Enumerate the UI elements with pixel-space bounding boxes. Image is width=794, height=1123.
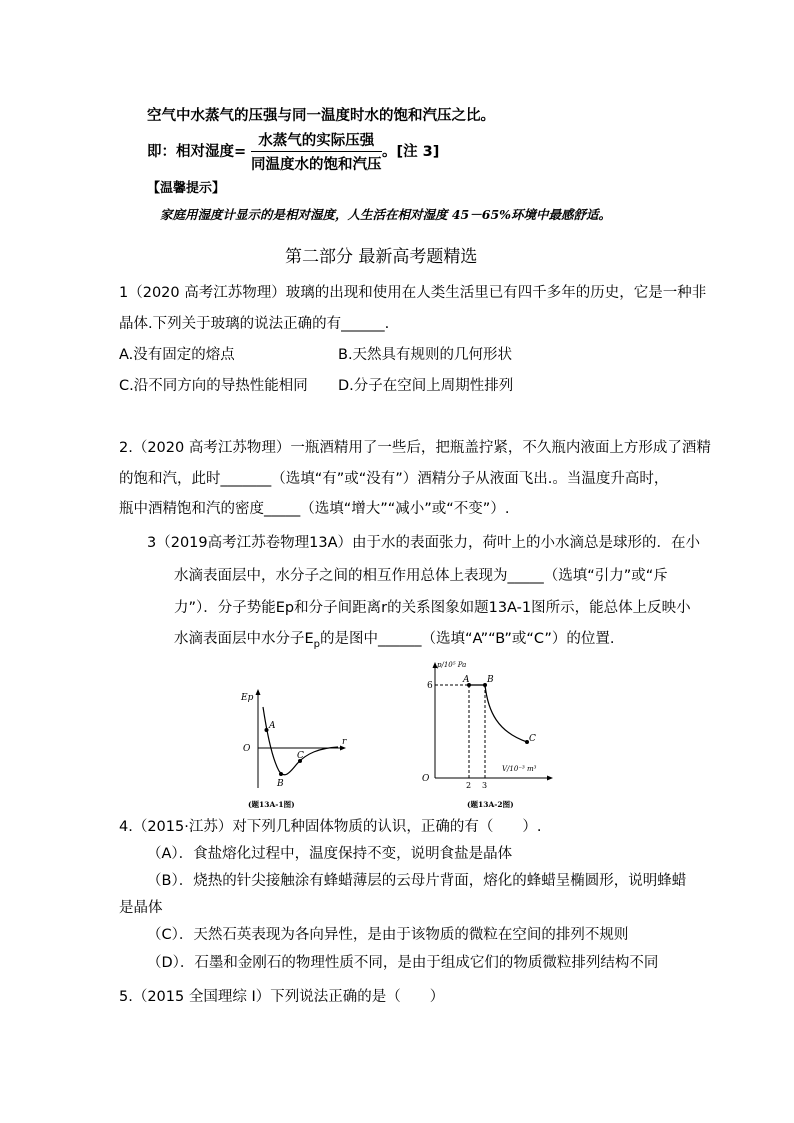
q2-line1: 2.（2020 高考江苏物理）一瓶酒精用了一些后，把瓶盖拧紧，不久瓶内液面上方形成了酒精 [119, 440, 711, 456]
relative-humidity-fraction [251, 129, 382, 174]
figure-13a-1 [230, 685, 350, 810]
fig1-x-label: r [342, 737, 347, 747]
q4-option-d: （D）．石墨和金刚石的物理性质不同，是由于组成它们的物质微粒排列结构不同 [147, 955, 659, 971]
q3-line2: 水滴表面层中，水分子之间的相互作用总体上表现为_____（选填“引力”或“斥 [174, 568, 668, 584]
q4-option-b-line1: （B）．烧热的针尖接触涂有蜂蜡薄层的云母片背面，熔化的蜂蜡呈椭圆形，说明蜂蜡 [147, 873, 687, 889]
fig2-tick-6: 6 [427, 681, 433, 691]
fig2-label-c: C [529, 734, 536, 744]
q3-line3: 力”）．分子势能Ep和分子间距离r的关系图象如题13A-1图所示，能总体上反映小 [174, 600, 691, 616]
intro-line: 空气中水蒸气的压强与同一温度时水的饱和汽压之比。 [147, 108, 495, 124]
fig2-caption: (题13A-2图) [467, 800, 514, 809]
tip-text: 家庭用湿度计显示的是相对湿度，人生活在相对湿度 45－65%环境中最感舒适。 [160, 207, 612, 222]
q1-line1: 1（2020 高考江苏物理）玻璃的出现和使用在人类生活里已有四千多年的历史，它是一种非 [119, 285, 707, 301]
fig1-point-a [265, 728, 269, 732]
fraction-numerator: 水蒸气的实际压强 [251, 129, 382, 152]
q3-line4-b: 的是图中______（选填“A”“B”或“C”）的位置. [320, 631, 615, 647]
q3-line4-sub: p [313, 638, 321, 650]
fig1-point-b [279, 772, 283, 776]
fig1-caption: (题13A-1图) [248, 800, 295, 809]
q4-option-b-line2: 是晶体 [119, 900, 163, 916]
formula-prefix: 即：相对湿度= [147, 144, 247, 160]
q4-line1: 4.（2015·江苏）对下列几种固体物质的认识，正确的有（ ）. [119, 819, 542, 835]
q1-option-b: B.天然具有规则的几何形状 [338, 347, 513, 363]
fig1-label-a: A [269, 721, 276, 731]
figure-13a-2 [418, 657, 558, 810]
tip-header: 【温馨提示】 [147, 181, 226, 196]
q4-option-c: （C）．天然石英表现为各向异性，是由于该物质的微粒在空间的排列不规则 [147, 927, 629, 943]
fig2-tick-3: 3 [482, 781, 488, 790]
fig2-tick-2: 2 [466, 781, 472, 790]
fig1-origin: O [243, 744, 251, 754]
fig2-origin: O [422, 774, 430, 784]
fig2-curve-bc [485, 685, 527, 742]
q3-line1: 3（2019高考江苏卷物理13A）由于水的表面张力，荷叶上的小水滴总是球形的．在小 [147, 535, 700, 551]
q2-line3: 瓶中酒精饱和汽的密度_____（选填“增大”“减小”或“不变”）. [119, 501, 510, 517]
fig1-curve [263, 707, 338, 775]
q1-option-c: C.沿不同方向的导热性能相同 [119, 378, 308, 394]
fig2-x-arrow [547, 776, 553, 781]
q3-line4-a: 水滴表面层中水分子E [174, 631, 314, 647]
fig1-y-label: Ep [241, 693, 254, 703]
q4-option-a: （A）．食盐熔化过程中，温度保持不变，说明食盐是晶体 [147, 846, 513, 862]
q5-line1: 5.（2015 全国理综 I）下列说法正确的是（ ） [119, 989, 445, 1005]
q3-line4 [174, 627, 614, 650]
fraction-denominator: 同温度水的饱和汽压 [251, 157, 382, 173]
q2-line2: 的饱和汽，此时_______（选填“有”或“没有”）酒精分子从液面飞出.。当温度升高时， [119, 471, 669, 487]
fig2-label-b: B [487, 675, 494, 685]
q1-option-d: D.分子在空间上周期性排列 [338, 378, 514, 394]
fig2-x-label: V/10⁻³ m³ [502, 765, 537, 773]
fig1-y-arrow [256, 689, 261, 695]
fig1-label-c: C [297, 751, 304, 761]
fig2-y-label: p/10⁵ Pa [437, 661, 467, 669]
q1-line2: 晶体.下列关于玻璃的说法正确的有______. [119, 316, 390, 332]
q1-option-a: A.没有固定的熔点 [119, 347, 235, 363]
formula-suffix: 。[注 3] [382, 144, 440, 160]
fig2-label-a: A [463, 675, 470, 685]
section-title: 第二部分 最新高考题精选 [285, 247, 478, 267]
fig1-label-b: B [277, 779, 284, 789]
